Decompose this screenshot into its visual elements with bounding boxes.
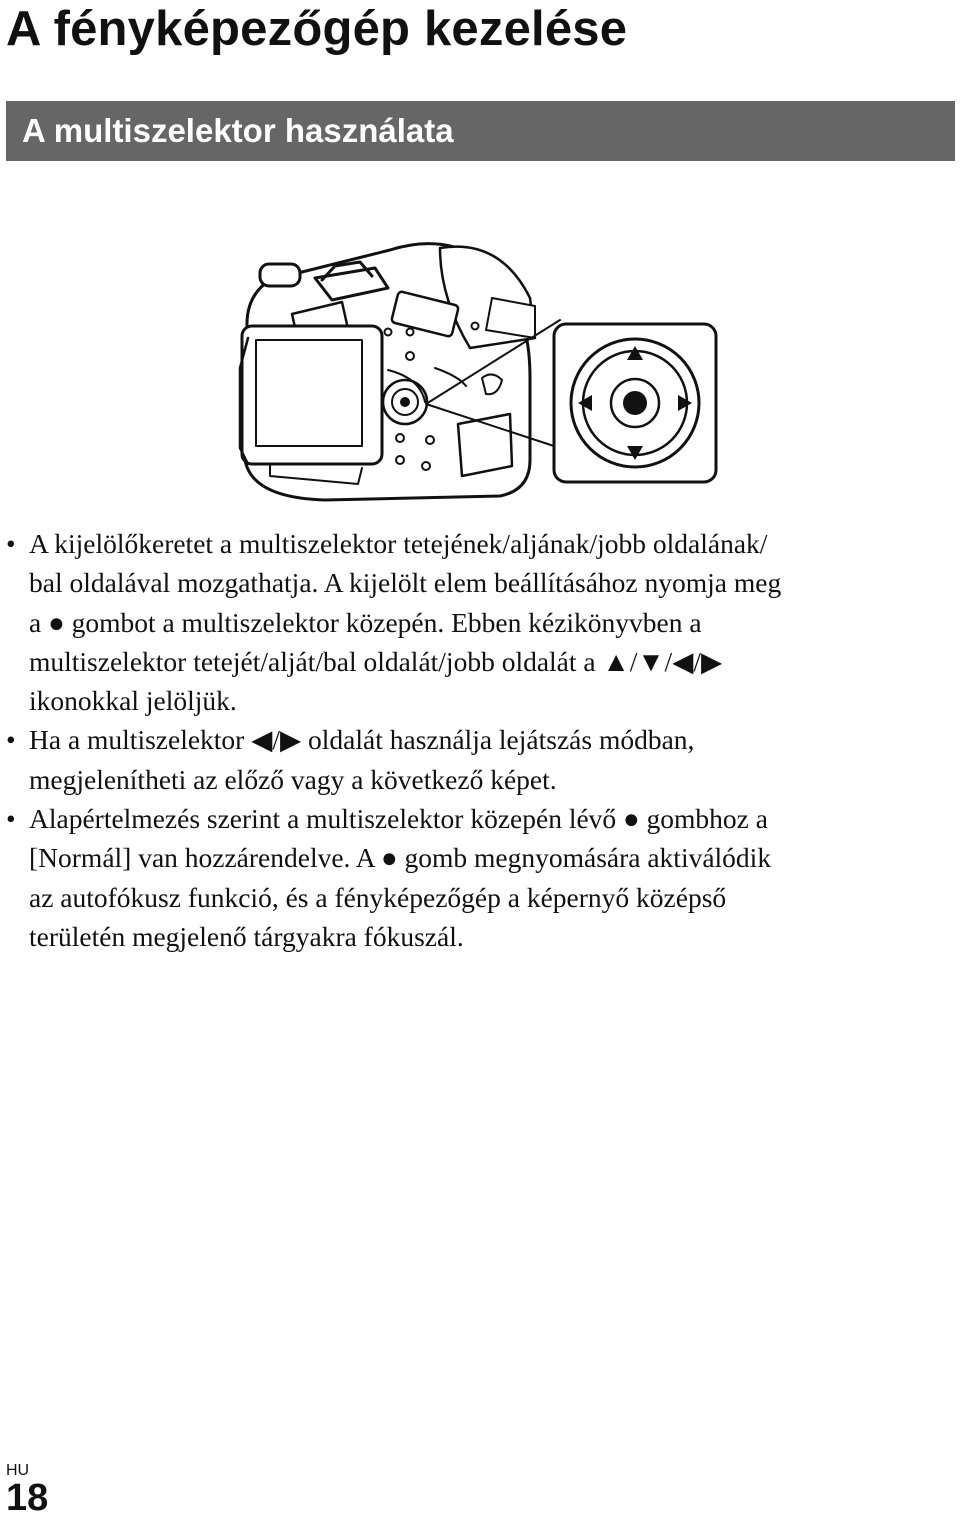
page-number: 18 <box>6 1477 49 1519</box>
camera-back-illustration-icon <box>240 244 560 500</box>
section-title: A multiszelektor használata <box>22 112 454 149</box>
bullet-list <box>6 524 960 956</box>
language-code: HU <box>6 1462 30 1479</box>
multi-selector-icon <box>554 324 716 482</box>
list-item: • Ha a multiszelektor ◀/▶ oldalát használja lejátszás módban, megjelenítheti az előző vagy a következő képet. <box>6 720 960 799</box>
page-title: A fényképezőgép kezelése <box>6 2 628 56</box>
list-item: • Alapértelmezés szerint a multiszelektor közepén lévő ● gombhoz a [Normál] van hozzárendelve. A ● gomb megnyomására aktiválódik az autofókusz funkció, és a fényképezőgép a képernyő középső területén megjelenő tárgyakra fókuszál. <box>6 799 960 956</box>
camera-figure <box>230 228 730 508</box>
list-item: • A kijelölőkeretet a multiszelektor tetejének/aljának/jobb oldalának/ bal oldalával mozgathatja. A kijelölt elem beállításához nyomja meg a ● gombot a multiszelektor közepén. Ebben kézikönyvben a multiszelektor tetejét/alját/bal oldalát/jobb oldalát a ▲/▼/◀/▶ ikonokkal jelöljük. <box>6 524 960 720</box>
section-header-bar <box>6 101 955 161</box>
